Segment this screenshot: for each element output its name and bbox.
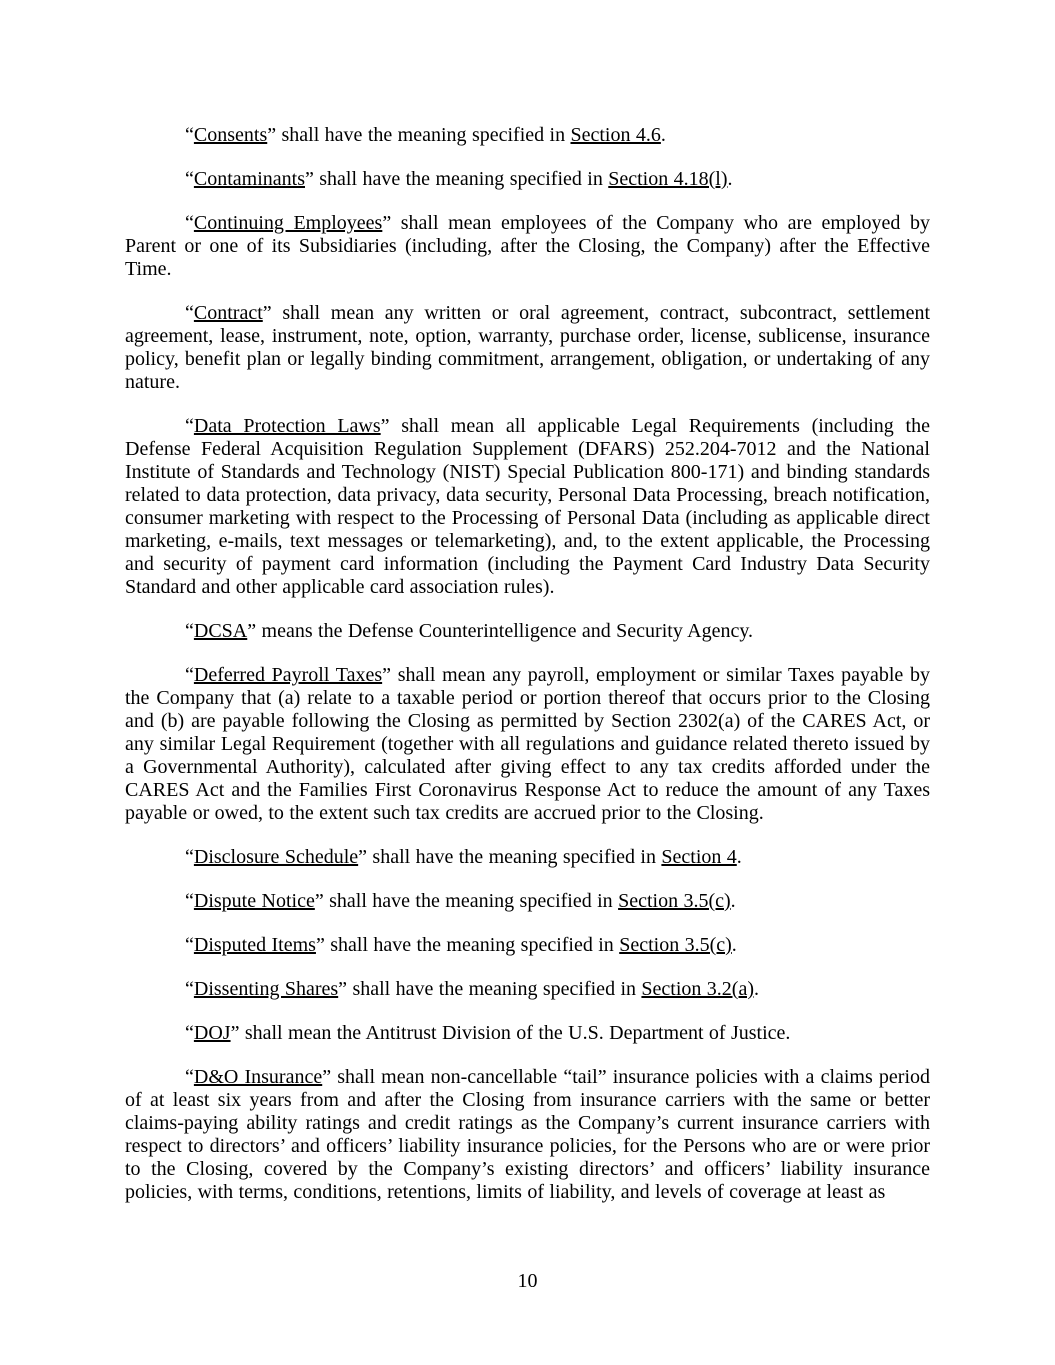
paragraph-text: ” shall mean any written or oral agreement, contract, subcontract, settlement agreement, lease, instrument, note, option, warranty, purchase order, license, sublicense, insurance policy, benefit plan or legally binding commitment, arrangement, obligation, or undertaking of any nature. xyxy=(125,302,930,393)
definition-disclosure-schedule xyxy=(125,846,930,869)
paragraph-text: . xyxy=(660,124,666,146)
definition-data-protection-laws xyxy=(125,415,930,599)
defined-term: Deferred Payroll Taxes xyxy=(193,664,383,686)
definition-consents xyxy=(125,124,930,147)
definition-dispute-notice xyxy=(125,890,930,913)
paragraph-text: . xyxy=(727,168,733,190)
paragraph-text: “ xyxy=(185,934,194,956)
paragraph-text: “ xyxy=(185,978,194,1000)
paragraph-text: “ xyxy=(185,212,194,234)
paragraph-text: “ xyxy=(185,168,194,190)
defined-term: Disputed Items xyxy=(193,934,316,956)
paragraph-text: “ xyxy=(185,1066,194,1088)
definitions-text-block xyxy=(125,124,930,1225)
definition-continuing-employees xyxy=(125,212,930,281)
paragraph-text: “ xyxy=(185,846,194,868)
defined-term: DOJ xyxy=(193,1022,231,1044)
section-reference: Section 4.6 xyxy=(570,124,661,146)
paragraph-text: “ xyxy=(185,664,194,686)
paragraph-text: ” shall have the meaning specified in xyxy=(315,934,620,956)
definition-deferred-payroll-taxes xyxy=(125,664,930,825)
defined-term: Consents xyxy=(193,124,268,146)
section-reference: Section 4 xyxy=(661,846,737,868)
definition-doj xyxy=(125,1022,930,1045)
section-reference: Section 4.18(l) xyxy=(608,168,728,190)
paragraph-text: . xyxy=(736,846,742,868)
paragraph-text: “ xyxy=(185,1022,194,1044)
definition-contaminants xyxy=(125,168,930,191)
definition-dissenting-shares xyxy=(125,978,930,1001)
paragraph-text: ” shall mean non-cancellable “tail” insurance policies with a claims period of at least six years from and after the Closing from insurance carriers with the same or better claims-paying ability ratings and credit ratings as the Company’s current insurance carriers with respect to directors’ and officers’ liability insurance policies, for the Persons who are or were prior to the Closing, covered by the Company’s existing directors’ and officers’ liability insurance policies, with terms, conditions, retentions, limits of liability, and levels of coverage at least as xyxy=(125,1066,931,1203)
paragraph-text: ” shall mean any payroll, employment or similar Taxes payable by the Company that (a) relate to a taxable period or portion thereof that occurs prior to the Closing and (b) are payable following the Closing as permitted by Section 2302(a) of the CARES Act, or any similar Legal Requirement (together with all regulations and guidance related thereto issued by a Governmental Authority), calculated after giving effect to any tax credits afforded under the CARES Act and the Families First Coronavirus Response Act to reduce the amount of any Taxes payable or owed, to the extent such tax credits are accrued prior to the Closing. xyxy=(125,664,931,824)
definition-d-and-o-insurance xyxy=(125,1066,930,1204)
paragraph-text: ” means the Defense Counterintelligence and Security Agency. xyxy=(247,620,754,642)
paragraph-text: . xyxy=(730,890,736,912)
paragraph-text: ” shall have the meaning specified in xyxy=(338,978,642,1000)
defined-term: Disclosure Schedule xyxy=(193,846,359,868)
defined-term: D&O Insurance xyxy=(193,1066,323,1088)
defined-term: Continuing Employees xyxy=(193,212,383,234)
paragraph-text: ” shall mean employees of the Company who are employed by Parent or one of its Subsidiaries (including, after the Closing, the Company) after the Effective Time. xyxy=(125,212,930,280)
defined-term: Dissenting Shares xyxy=(193,978,339,1000)
paragraph-text: ” shall mean the Antitrust Division of the U.S. Department of Justice. xyxy=(230,1022,791,1044)
defined-term: Dispute Notice xyxy=(193,890,315,912)
page-number: 10 xyxy=(517,1270,538,1292)
paragraph-text: ” shall have the meaning specified in xyxy=(358,846,662,868)
paragraph-text: ” shall mean all applicable Legal Requirements (including the Defense Federal Acquisition Regulation Supplement (DFARS) 252.204-7012 and the National Institute of Standards and Technology (NIST) Special Publication 800-171) and binding standards related to data protection, data privacy, data security, Personal Data Processing, breach notification, consumer marketing with respect to the Processing of Personal Data (including as applicable direct marketing, e-mails, text messages or telemarketing), and, to the extent applicable, the Processing and security of payment card information (including the Payment Card Industry Data Security Standard and other applicable card association rules). xyxy=(125,415,930,598)
paragraph-text: “ xyxy=(185,302,194,324)
defined-term: DCSA xyxy=(193,620,248,642)
defined-term: Data Protection Laws xyxy=(193,415,381,437)
defined-term: Contract xyxy=(193,302,263,324)
paragraph-text: ” shall have the meaning specified in xyxy=(267,124,571,146)
paragraph-text: ” shall have the meaning specified in xyxy=(314,890,619,912)
paragraph-text: “ xyxy=(185,620,194,642)
section-reference: Section 3.5(c) xyxy=(618,890,731,912)
definition-disputed-items xyxy=(125,934,930,957)
defined-term: Contaminants xyxy=(193,168,305,190)
paragraph-text: . xyxy=(731,934,737,956)
paragraph-text: “ xyxy=(185,124,194,146)
paragraph-text: “ xyxy=(185,415,194,437)
paragraph-text: “ xyxy=(185,890,194,912)
section-reference: Section 3.5(c) xyxy=(619,934,732,956)
definition-contract xyxy=(125,302,930,394)
definition-dcsa xyxy=(125,620,930,643)
paragraph-text: . xyxy=(754,978,760,1000)
paragraph-text: ” shall have the meaning specified in xyxy=(305,168,609,190)
section-reference: Section 3.2(a) xyxy=(641,978,755,1000)
